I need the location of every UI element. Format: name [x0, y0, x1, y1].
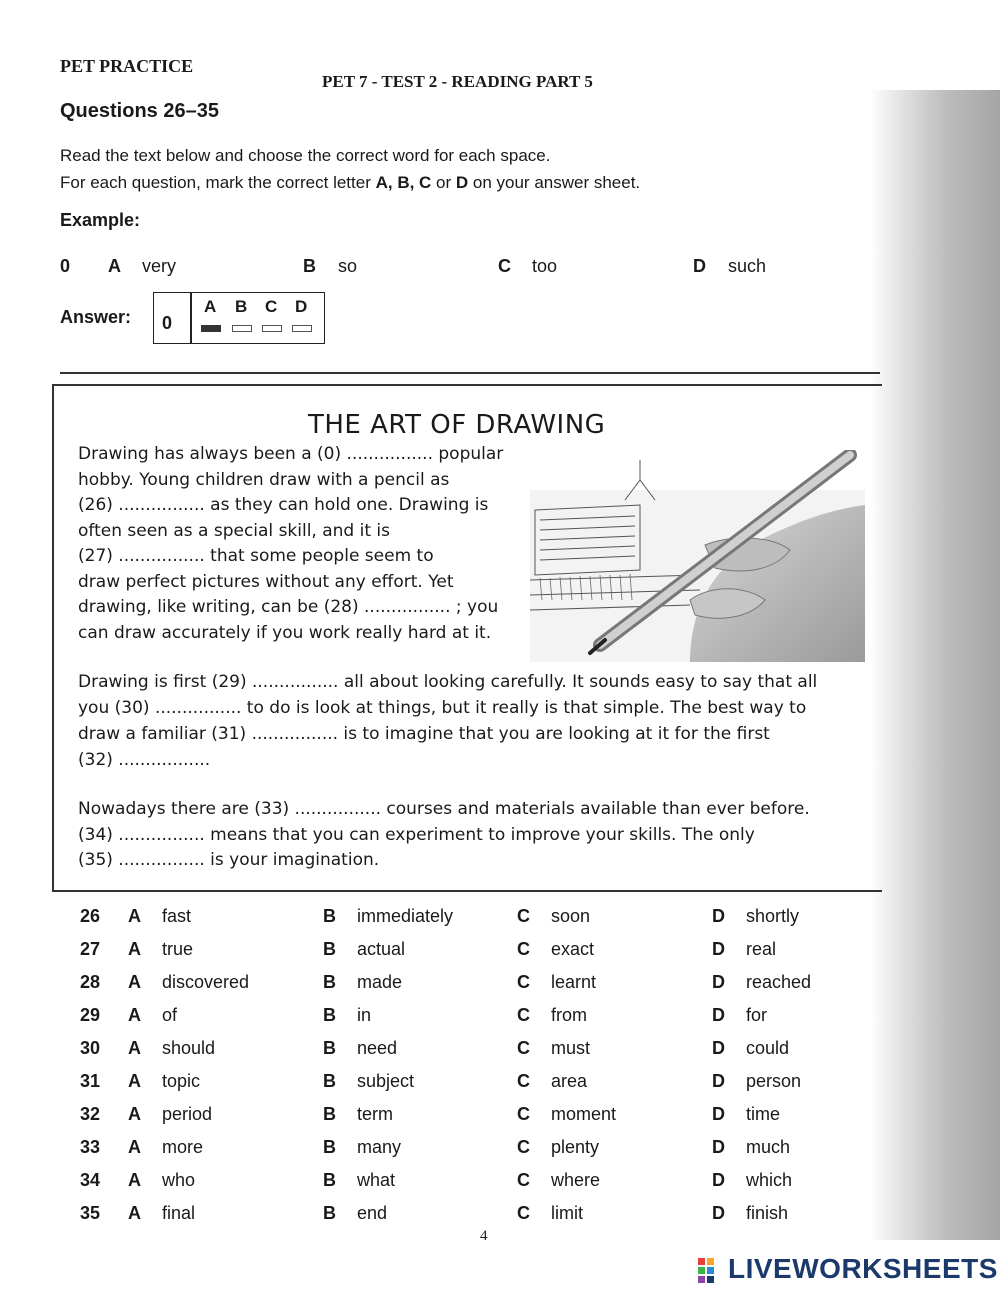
option-word-d: reached	[746, 972, 812, 992]
option-word-a: should	[162, 1038, 216, 1058]
answer-mark-b	[232, 325, 252, 332]
option-letter-a: A	[128, 1170, 141, 1190]
question-number: 26	[80, 906, 101, 926]
option-word-a: who	[162, 1170, 196, 1190]
answer-letter-a: A	[204, 297, 217, 316]
option-letter-a: A	[128, 1104, 141, 1124]
option-word-d: person	[746, 1071, 802, 1091]
option-word-d: finish	[746, 1203, 789, 1223]
answer-label: Answer:	[60, 307, 132, 327]
option-letter-a: A	[128, 1005, 141, 1025]
option-word-b: subject	[357, 1071, 415, 1091]
option-letter-a: A	[128, 1071, 141, 1091]
option-word-c: learnt	[551, 972, 597, 992]
option-letter-b: B	[323, 939, 336, 959]
option-letter-b: B	[323, 1005, 336, 1025]
option-word-c: where	[551, 1170, 601, 1190]
question-number: 28	[80, 972, 101, 992]
option-letter-c: C	[517, 1038, 530, 1058]
option-letter-d: D	[712, 1170, 725, 1190]
passage-line: draw perfect pictures without any effort. Yet	[78, 571, 454, 592]
example-number: 0	[60, 256, 71, 276]
instruction-prefix: For each question, mark the correct letter	[60, 173, 376, 192]
answer-box	[153, 292, 325, 344]
question-number: 27	[80, 939, 101, 959]
passage-line: can draw accurately if you work really hard at it.	[78, 622, 492, 643]
option-word-b: actual	[357, 939, 406, 959]
answer-box-divider	[190, 293, 192, 343]
option-letter-d: D	[712, 972, 725, 992]
option-letter-d: D	[712, 906, 725, 926]
option-letter-a: A	[128, 1038, 141, 1058]
option-letter-b: B	[323, 972, 336, 992]
option-word-d: shortly	[746, 906, 800, 926]
option-letter-d: D	[712, 1005, 725, 1025]
option-letter-b: B	[323, 1137, 336, 1157]
option-word-b: many	[357, 1137, 402, 1157]
option-word-c: area	[551, 1071, 588, 1091]
example-option-d-word: such	[728, 256, 767, 276]
passage-line: Drawing has always been a (0) ................ popular	[78, 444, 504, 464]
answer-box-number: 0	[162, 313, 173, 333]
question-number: 34	[80, 1170, 101, 1190]
option-letter-c: C	[517, 972, 530, 992]
option-letter-b: B	[323, 1071, 336, 1091]
option-word-a: final	[162, 1203, 196, 1223]
option-letter-c: C	[517, 1104, 530, 1124]
questions-title: Questions 26–35	[60, 100, 219, 122]
option-letter-a: A	[128, 939, 141, 959]
option-letter-d: D	[712, 939, 725, 959]
example-option-c-word: too	[532, 256, 558, 276]
option-letter-a: A	[128, 972, 141, 992]
option-word-c: exact	[551, 939, 595, 959]
instruction-letter-d: D	[455, 173, 469, 192]
option-letter-c: C	[517, 939, 530, 959]
passage-line: drawing, like writing, can be (28) ................ ; you	[78, 597, 499, 617]
liveworksheets-logo-text: LIVEWORKSHEETS	[728, 1253, 998, 1284]
option-word-a: discovered	[162, 972, 250, 992]
option-letter-b: B	[323, 906, 336, 926]
answer-letter-b: B	[235, 297, 248, 316]
example-option-a-word: very	[142, 256, 177, 276]
instruction-or: or	[431, 173, 456, 192]
header-left: PET PRACTICE	[60, 56, 194, 76]
option-letter-a: A	[128, 1137, 141, 1157]
passage-line: (27) ................ that some people seem to	[78, 546, 434, 566]
option-letter-d: D	[712, 1038, 725, 1058]
passage-line: Drawing is first (29) ................ all about looking carefully. It sounds easy to say that all	[78, 672, 818, 692]
option-word-b: what	[357, 1170, 396, 1190]
example-option-d-letter: D	[693, 256, 706, 276]
option-letter-d: D	[712, 1104, 725, 1124]
option-letter-c: C	[517, 1203, 530, 1223]
option-letter-d: D	[712, 1071, 725, 1091]
option-word-b: immediately	[357, 906, 454, 926]
passage-line: (32) .................	[78, 750, 211, 770]
passage-line: (26) ................ as they can hold one. Drawing is	[78, 495, 489, 515]
option-word-d: which	[746, 1170, 793, 1190]
option-word-b: made	[357, 972, 403, 992]
example-option-c-letter: C	[498, 256, 511, 276]
option-word-a: of	[162, 1005, 178, 1025]
hand-drawing-illustration	[530, 450, 865, 662]
example-option-b-letter: B	[303, 256, 316, 276]
question-number: 32	[80, 1104, 101, 1124]
option-letter-d: D	[712, 1203, 725, 1223]
option-word-c: from	[551, 1005, 587, 1025]
answer-mark-a	[201, 325, 221, 332]
passage-line: hobby. Young children draw with a pencil as	[78, 469, 450, 490]
answer-letter-d: D	[295, 297, 308, 316]
passage-line: often seen as a special skill, and it is	[78, 520, 391, 541]
option-word-a: fast	[162, 906, 192, 926]
example-option-a-letter: A	[108, 256, 121, 276]
example-option-b-word: so	[338, 256, 358, 276]
page-number: 4	[480, 1228, 488, 1244]
option-word-c: plenty	[551, 1137, 600, 1157]
option-letter-b: B	[323, 1203, 336, 1223]
passage-line: (34) ................ means that you can experiment to improve your skills. The only	[78, 824, 755, 845]
option-word-a: more	[162, 1137, 204, 1157]
example-label: Example:	[60, 210, 141, 230]
option-word-c: must	[551, 1038, 591, 1058]
answer-letter-c: C	[265, 297, 278, 316]
answer-mark-d	[292, 325, 312, 332]
liveworksheets-logo-icon	[698, 1256, 724, 1286]
option-letter-d: D	[712, 1137, 725, 1157]
option-word-b: in	[357, 1005, 372, 1025]
option-letter-b: B	[323, 1170, 336, 1190]
option-letter-b: B	[323, 1038, 336, 1058]
option-letter-c: C	[517, 1071, 530, 1091]
question-number: 29	[80, 1005, 101, 1025]
option-word-b: need	[357, 1038, 398, 1058]
option-word-a: topic	[162, 1071, 201, 1091]
passage-line: you (30) ................ to do is look at things, but it really is that simple. The best way to	[78, 698, 807, 718]
option-word-b: term	[357, 1104, 393, 1124]
option-letter-c: C	[517, 1137, 530, 1157]
option-word-d: much	[746, 1137, 791, 1157]
option-word-b: end	[357, 1203, 388, 1223]
option-word-d: could	[746, 1038, 790, 1058]
option-letter-a: A	[128, 906, 141, 926]
option-letter-a: A	[128, 1203, 141, 1223]
option-letter-c: C	[517, 1005, 530, 1025]
passage-title: THE ART OF DRAWING	[308, 410, 606, 440]
option-word-d: real	[746, 939, 777, 959]
question-number: 33	[80, 1137, 101, 1157]
scan-edge-shadow	[870, 90, 1000, 1240]
option-letter-b: B	[323, 1104, 336, 1124]
instruction-line-1: Read the text below and choose the correct word for each space.	[60, 146, 551, 165]
passage-line: (35) ................ is your imagination.	[78, 850, 380, 870]
instruction-letters: A, B, C	[375, 173, 432, 192]
passage-line: draw a familiar (31) ................ is to imagine that you are looking at it for the first	[78, 724, 770, 744]
instruction-suffix: on your answer sheet.	[468, 173, 641, 192]
option-word-d: time	[746, 1104, 781, 1124]
answer-mark-c	[262, 325, 282, 332]
instruction-line-2	[60, 173, 640, 193]
question-number: 30	[80, 1038, 101, 1058]
option-word-a: period	[162, 1104, 213, 1124]
option-letter-c: C	[517, 906, 530, 926]
question-number: 31	[80, 1071, 101, 1091]
option-letter-c: C	[517, 1170, 530, 1190]
option-word-d: for	[746, 1005, 768, 1025]
option-word-c: soon	[551, 906, 591, 926]
header-center: PET 7 - TEST 2 - READING PART 5	[322, 72, 593, 91]
option-word-a: true	[162, 939, 194, 959]
passage-line: Nowadays there are (33) ................ courses and materials available than ever before.	[78, 799, 810, 819]
question-number: 35	[80, 1203, 101, 1223]
option-word-c: limit	[551, 1203, 583, 1223]
option-word-c: moment	[551, 1104, 617, 1124]
section-divider	[60, 372, 880, 374]
